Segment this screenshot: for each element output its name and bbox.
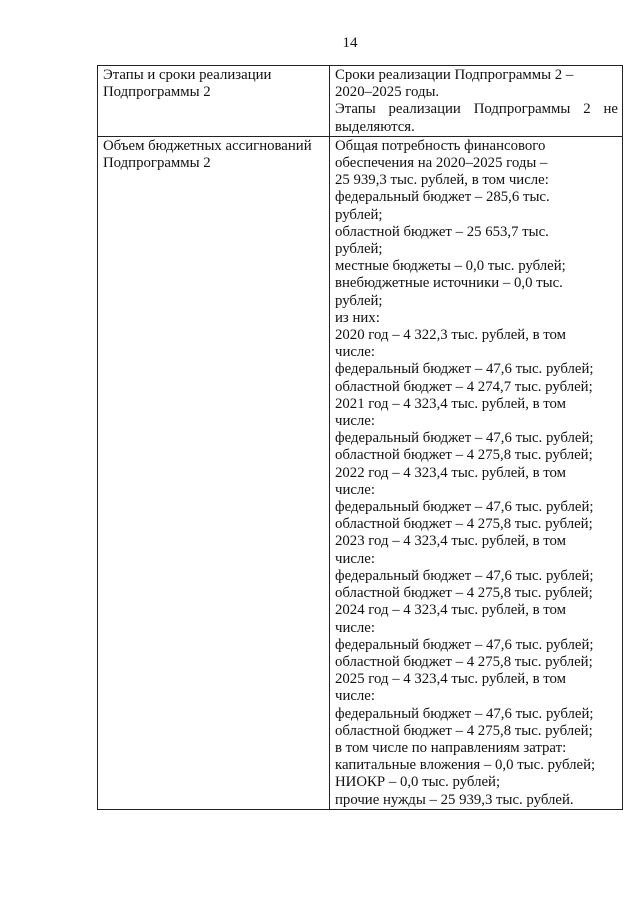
row-value-cell (330, 66, 623, 137)
value-line: выделяются. (335, 118, 415, 135)
page-number: 14 (342, 35, 358, 51)
value-line: областной бюджет – 4 275,8 тыс. рублей; (335, 447, 593, 464)
value-line: числе: (335, 413, 375, 430)
value-line: из них: (335, 309, 380, 326)
value-line: 2024 год – 4 323,4 тыс. рублей, в том (335, 602, 567, 619)
value-line: 25 939,3 тыс. рублей, в том числе: (335, 172, 549, 189)
value-line: Сроки реализации Подпрограммы 2 – (335, 67, 574, 83)
value-line: местные бюджеты – 0,0 тыс. рублей; (335, 258, 566, 275)
value-line: федеральный бюджет – 47,6 тыс. рублей; (335, 430, 594, 447)
value-line: федеральный бюджет – 47,6 тыс. рублей; (335, 499, 594, 516)
value-line: в том числе по направлениям затрат: (335, 739, 567, 756)
value-line: числе: (335, 550, 375, 567)
row-label-line: Этапы и сроки реализации (103, 67, 272, 83)
value-line: капитальные вложения – 0,0 тыс. рублей; (335, 757, 596, 774)
value-line: обеспечения на 2020–2025 годы – (335, 155, 548, 172)
value-line: областной бюджет – 4 275,8 тыс. рублей; (335, 653, 593, 670)
row-label-line: Объем бюджетных ассигнований (103, 137, 312, 154)
row-label-line: Подпрограммы 2 (103, 84, 211, 101)
value-line: 2023 год – 4 323,4 тыс. рублей, в том (335, 533, 567, 550)
row-label-cell (98, 66, 330, 137)
value-line: числе: (335, 481, 375, 498)
value-line: 2020–2025 годы. (335, 84, 440, 101)
value-line: областной бюджет – 4 275,8 тыс. рублей; (335, 722, 593, 739)
row-label-line: Подпрограммы 2 (103, 155, 211, 172)
value-line-justified: Этапы реализации Подпрограммы 2 не (335, 101, 618, 118)
table-row-stages (98, 66, 623, 137)
value-line: рублей; (335, 241, 383, 258)
value-line: числе: (335, 688, 375, 705)
row-value-cell (330, 136, 623, 809)
value-line: внебюджетные источники – 0,0 тыс. (335, 275, 563, 292)
value-line: федеральный бюджет – 47,6 тыс. рублей; (335, 567, 594, 584)
value-line: областной бюджет – 25 653,7 тыс. (335, 223, 549, 240)
passport-table (97, 65, 623, 810)
value-line: рублей; (335, 206, 383, 223)
value-line: прочие нужды – 25 939,3 тыс. рублей. (335, 791, 574, 808)
table-row-budget (98, 136, 623, 809)
value-line: 2022 год – 4 323,4 тыс. рублей, в том (335, 464, 567, 481)
value-line: Общая потребность финансового (335, 137, 546, 154)
value-line: 2020 год – 4 322,3 тыс. рублей, в том (335, 327, 567, 344)
value-line: федеральный бюджет – 47,6 тыс. рублей; (335, 705, 594, 722)
value-line: 2021 год – 4 323,4 тыс. рублей, в том (335, 395, 567, 412)
value-line: федеральный бюджет – 47,6 тыс. рублей; (335, 636, 594, 653)
value-line: числе: (335, 619, 375, 636)
value-line: числе: (335, 344, 375, 361)
value-line: НИОКР – 0,0 тыс. рублей; (335, 774, 501, 791)
value-line: 2025 год – 4 323,4 тыс. рублей, в том (335, 671, 567, 688)
row-label-cell (98, 136, 330, 809)
value-line: областной бюджет – 4 275,8 тыс. рублей; (335, 516, 593, 533)
value-line: областной бюджет – 4 275,8 тыс. рублей; (335, 585, 593, 602)
value-line: федеральный бюджет – 285,6 тыс. (335, 189, 550, 206)
value-line: федеральный бюджет – 47,6 тыс. рублей; (335, 361, 594, 378)
value-line: рублей; (335, 292, 383, 309)
value-line: областной бюджет – 4 274,7 тыс. рублей; (335, 378, 593, 395)
